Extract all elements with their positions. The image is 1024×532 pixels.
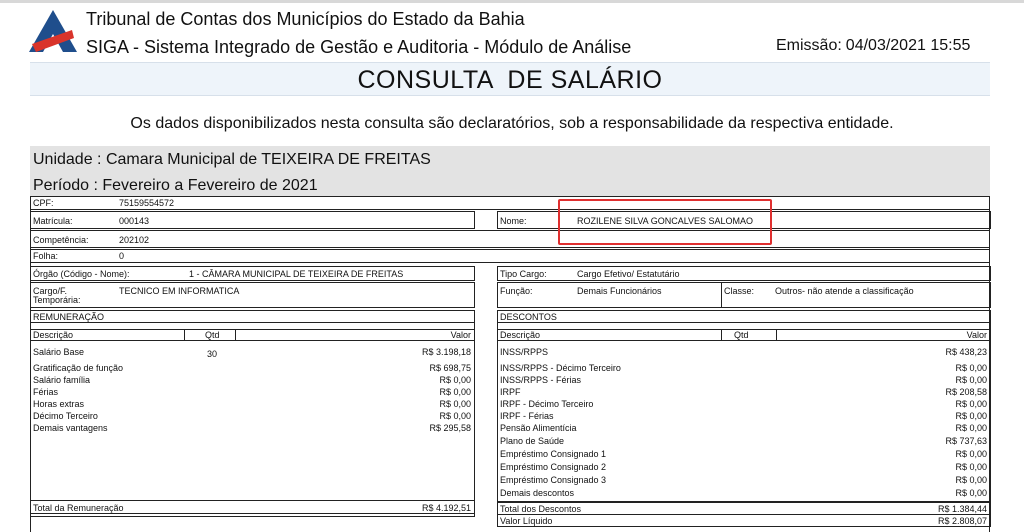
descontos-desc: IRPF [500,387,521,397]
tipo-cargo-value: Cargo Efetivo/ Estatutário [577,269,680,279]
classe-value: Outros- não atende a classificação [775,286,914,296]
page-title [30,62,990,96]
descontos-desc: Empréstimo Consignado 3 [500,475,607,485]
folha-value: 0 [119,251,125,261]
descontos-valor: R$ 0,00 [955,449,987,459]
funcao-divider [721,283,722,307]
system-name: SIGA - Sistema Integrado de Gestão e Auditoria - Módulo de Análise [86,37,632,57]
salary-form [30,196,990,532]
descontos-valor: R$ 0,00 [955,462,987,472]
descontos-desc: Empréstimo Consignado 1 [500,449,607,459]
remuneracao-valor: R$ 295,58 [429,423,471,433]
remuneracao-desc: Férias [33,387,59,397]
descontos-valor: R$ 0,00 [955,399,987,409]
emission-date: 04/03/2021 15:55 [845,37,971,54]
remuneracao-title: REMUNERAÇÃO [33,312,105,322]
remuneracao-panel [30,310,475,517]
top-divider [0,0,1024,3]
emission-info [776,37,970,55]
remuneracao-qtd: 30 [207,349,218,359]
col-divider [721,330,722,341]
tipo-cargo-label: Tipo Cargo: [500,269,547,279]
descontos-header-row [498,329,990,341]
descontos-title: DESCONTOS [500,312,557,322]
unit-info-box [30,146,990,196]
col-divider [776,330,777,341]
descontos-valor: R$ 0,00 [955,375,987,385]
cargo-label-1: Cargo/F. [33,286,68,296]
cpf-label: CPF: [33,198,54,208]
descontos-desc: Pensão Alimentícia [500,423,577,433]
matricula-value: 000143 [119,216,150,226]
remuneracao-valor: R$ 0,00 [439,375,471,385]
descontos-desc: IRPF - Férias [500,411,554,421]
remuneracao-valor: R$ 0,00 [439,411,471,421]
cargo-row [30,282,475,308]
matricula-row [30,211,475,229]
descontos-valor: R$ 0,00 [955,411,987,421]
remuneracao-desc: Demais vantagens [33,423,108,433]
matricula-label: Matrícula: [33,216,73,226]
periodo-text: Período : Fevereiro a Fevereiro de 2021 [33,177,318,194]
emission-label: Emissão: [776,37,842,54]
remuneracao-col-desc: Descrição [33,330,74,340]
remuneracao-col-valor: Valor [450,330,471,340]
cargo-value: TECNICO EM INFORMATICA [119,286,240,296]
remuneracao-col-qtd: Qtd [205,330,220,340]
descontos-col-qtd: Qtd [734,330,749,340]
valor-liquido-row [497,514,991,527]
descontos-desc: INSS/RPPS [500,347,549,357]
remuneracao-desc: Horas extras [33,399,85,409]
valor-liquido-label: Valor Líquido [500,516,553,526]
descontos-desc: Empréstimo Consignado 2 [500,462,607,472]
remuneracao-valor: R$ 698,75 [429,363,471,373]
descontos-panel [497,310,991,502]
descontos-col-desc: Descrição [500,330,541,340]
descontos-desc: INSS/RPPS - Décimo Terceiro [500,363,621,373]
descontos-desc: Plano de Saúde [500,436,565,446]
name-highlight-box [558,199,772,245]
competencia-row [30,230,990,248]
remuneracao-header-row [31,329,474,341]
competencia-label: Competência: [33,235,89,245]
descontos-valor: R$ 438,23 [945,347,987,357]
remuneracao-desc: Décimo Terceiro [33,411,98,421]
col-divider [235,330,236,341]
descontos-col-valor: Valor [966,330,987,340]
descontos-valor: R$ 0,00 [955,475,987,485]
funcao-label: Função: [500,286,533,296]
descontos-desc: INSS/RPPS - Férias [500,375,582,385]
page-title-text: CONSULTA DE SALÁRIO [357,66,663,94]
remuneracao-valor: R$ 0,00 [439,399,471,409]
disclaimer-text: Os dados disponibilizados nesta consulta são declaratórios, sob a responsabilidade da respectiva entidade. [130,115,894,132]
total-remuneracao-row [30,500,475,514]
tipo-cargo-row [497,266,991,281]
descontos-desc: IRPF - Décimo Terceiro [500,399,594,409]
col-divider [184,330,185,341]
cpf-row [30,196,990,210]
cargo-label-2: Temporária: [33,295,81,305]
remuneracao-valor: R$ 0,00 [439,387,471,397]
descontos-valor: R$ 737,63 [945,436,987,446]
nome-label: Nome: [500,216,527,226]
descontos-valor: R$ 0,00 [955,423,987,433]
funcao-value: Demais Funcionários [577,286,662,296]
remuneracao-valor: R$ 3.198,18 [421,347,471,357]
valor-liquido-value: R$ 2.808,07 [937,516,987,526]
descontos-valor: R$ 0,00 [955,488,987,498]
tcm-bahia-logo-icon [28,8,78,54]
total-descontos-value: R$ 1.384,44 [937,504,987,514]
remuneracao-desc: Gratificação de função [33,363,124,373]
remuneracao-title-row [31,311,474,323]
remuneracao-desc: Salário família [33,375,91,385]
orgao-value: 1 - CÂMARA MUNICIPAL DE TEIXEIRA DE FREITAS [189,269,404,279]
descontos-valor: R$ 0,00 [955,363,987,373]
descontos-title-row [498,311,990,323]
org-name: Tribunal de Contas dos Municípios do Estado da Bahia [86,9,525,29]
descontos-valor: R$ 208,58 [945,387,987,397]
total-remuneracao-label: Total da Remuneração [33,503,124,513]
orgao-label: Órgão (Código - Nome): [33,269,130,279]
folha-row [30,249,990,263]
total-descontos-label: Total dos Descontos [500,504,582,514]
folha-label: Folha: [33,251,59,261]
remuneracao-desc: Salário Base [33,347,85,357]
nome-value: ROZILENE SILVA GONCALVES SALOMAO [577,216,754,226]
classe-label: Classe: [724,286,755,296]
orgao-row [30,266,475,281]
funcao-row [497,282,991,308]
total-remuneracao-value: R$ 4.192,51 [421,503,471,513]
descontos-desc: Demais descontos [500,488,575,498]
competencia-value: 202102 [119,235,150,245]
cpf-value: 75159554572 [119,198,175,208]
unidade-text: Unidade : Camara Municipal de TEIXEIRA DE FREITAS [33,151,431,168]
